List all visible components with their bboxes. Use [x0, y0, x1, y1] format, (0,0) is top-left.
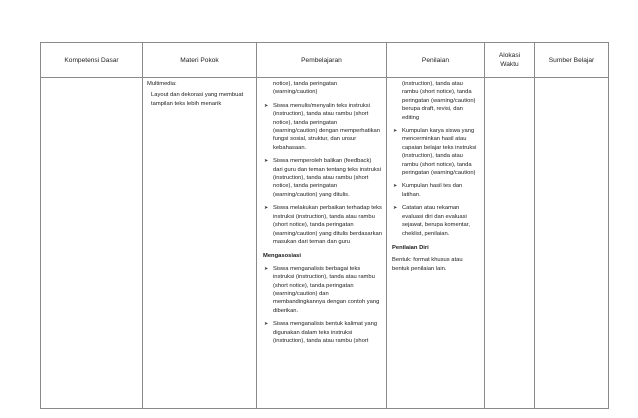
list-item: ➤ Siswa menulis/menyalin teks instruksi (instruction), tanda atau rambu (short notice), tanda peringatan (warning/caution) dengan memperhatikan fungsi sosial, struktur, dan unsur kebahasaan. — [264, 102, 380, 151]
pembelajaran-list-a — [263, 102, 382, 247]
arrow-bullet-icon: ➤ — [264, 265, 269, 272]
header-materi-pokok: Materi Pokok — [143, 43, 257, 78]
list-item: ➤ Catatan atau rekaman evaluasi diri dan evaluasi sejawat, berupa komentar, cheklist, penilaian. — [393, 205, 470, 237]
section-mengasosiasi: Mengasosiasi — [263, 253, 302, 260]
header-sumber-belajar: Sumber Belajar — [535, 43, 609, 78]
arrow-bullet-icon: ➤ — [264, 158, 269, 165]
header-row — [41, 43, 609, 78]
content-row — [41, 78, 609, 409]
materi-text: Layout dan dekorasi yang membuat tampilan teks lebih menarik — [151, 92, 244, 107]
pembelajaran-continuation: notice), tanda peringatan (warning/caution) — [273, 81, 338, 96]
penilaian-continuation: (instruction), tanda atau rambu (short notice), tanda peringatan (warning/caution) berupa draft, revisi, dan editing — [402, 81, 476, 121]
list-item: ➤ Kumpulan hasil tes dan latihan. — [393, 183, 463, 198]
header-kompetensi-dasar: Kompetensi Dasar — [41, 43, 143, 78]
list-item: ➤ Siswa memperoleh balikan (feedback) dari guru dan teman tentang teks instruksi (instruction), tanda atau rambu (short notice), tanda peringatan (warning/caution) yang ditulis. — [264, 158, 381, 198]
list-item: ➤ Siswa melakukan perbaikan terhadap teks instruksi (instruction), tanda atau rambu (short notice), tanda peringatan (warning/caution) yang ditulis berdasarkan masukan dari teman dan guru — [264, 205, 382, 245]
header-alokasi-line2: Waktu — [500, 61, 519, 68]
penilaian-bentuk: Bentuk: format khusus atau bentuk penilaian lain. — [392, 257, 463, 272]
arrow-bullet-icon: ➤ — [264, 321, 269, 328]
materi-pokok-cell — [143, 78, 257, 409]
arrow-bullet-icon: ➤ — [393, 183, 398, 190]
materi-label: Multimedia: — [147, 81, 177, 87]
alokasi-waktu-cell — [485, 78, 535, 409]
arrow-bullet-icon: ➤ — [264, 205, 269, 212]
pembelajaran-list-b — [263, 265, 382, 346]
header-alokasi-line1: Alokasi — [498, 52, 521, 59]
syllabus-table — [40, 42, 609, 409]
list-item: ➤ Siswa menganalisis bentuk kalimat yang digunakan dalam teks instruksi (instruction), tanda atau rambu (short — [264, 321, 378, 344]
section-penilaian-diri: Penilaian Diri — [392, 244, 429, 251]
header-pembelajaran: Pembelajaran — [257, 43, 387, 78]
pembelajaran-cell — [257, 78, 387, 409]
sumber-belajar-cell — [535, 78, 609, 409]
penilaian-list — [392, 127, 480, 238]
kompetensi-dasar-cell — [41, 78, 143, 409]
header-alokasi-waktu — [485, 43, 535, 78]
header-penilaian: Penilaian — [387, 43, 485, 78]
list-item: ➤ Kumpulan karya siswa yang mencerminkan hasil atau capaian belajar teks instruksi (instruction), tanda atau rambu (short notice), tanda peringatan (warning/caution) — [393, 128, 477, 177]
arrow-bullet-icon: ➤ — [393, 205, 398, 212]
arrow-bullet-icon: ➤ — [393, 128, 398, 135]
arrow-bullet-icon: ➤ — [264, 102, 269, 109]
penilaian-cell — [387, 78, 485, 409]
list-item: ➤ Siswa menganalisis berbagai teks instruksi (instruction), tanda atau rambu (short notice), tanda peringatan (warning/caution) dan membandingkannya dengan contoh yang diberikan. — [264, 265, 380, 314]
